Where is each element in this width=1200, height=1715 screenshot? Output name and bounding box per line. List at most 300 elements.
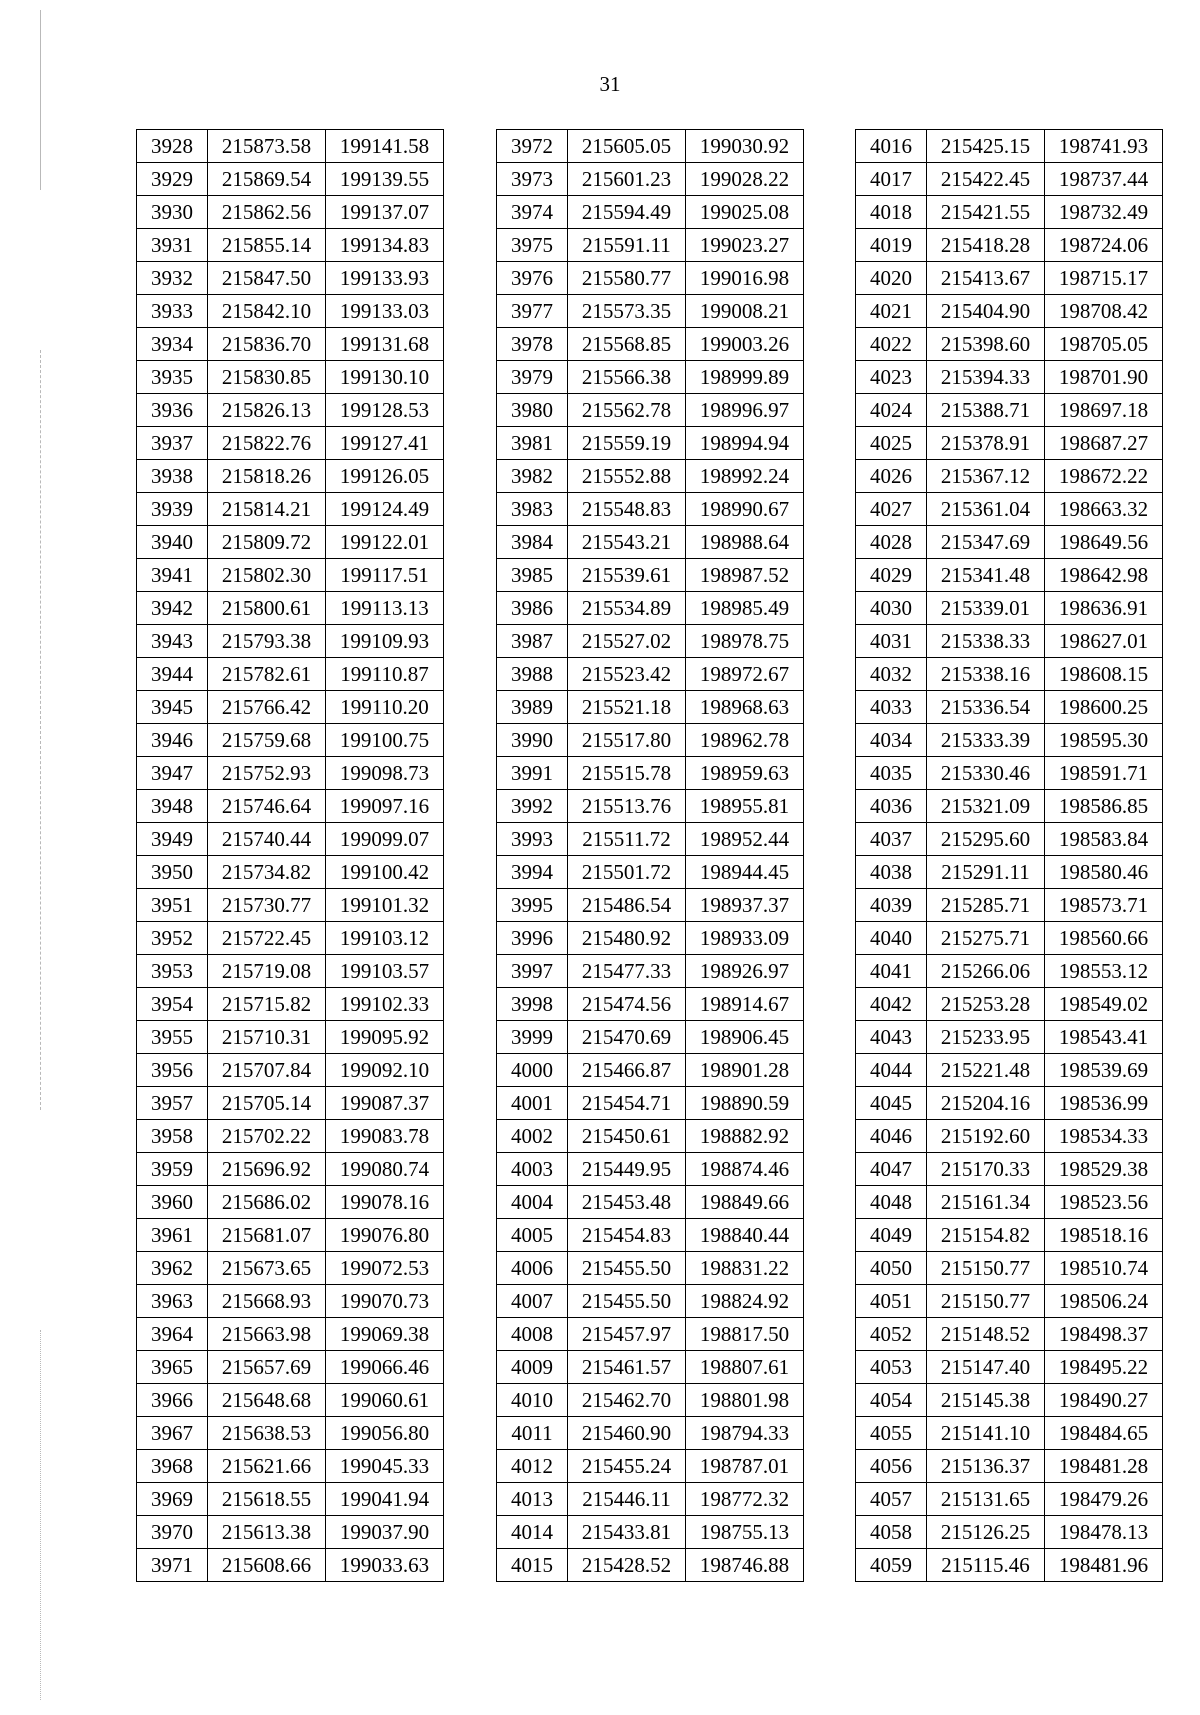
y-coordinate-cell: 199126.05 [326, 460, 444, 493]
y-coordinate-cell: 198708.42 [1045, 295, 1163, 328]
point-id-cell: 4035 [856, 757, 927, 790]
y-coordinate-cell: 198539.69 [1045, 1054, 1163, 1087]
y-coordinate-cell: 198968.63 [686, 691, 804, 724]
table-row [137, 130, 444, 163]
point-id-cell: 4012 [497, 1450, 568, 1483]
y-coordinate-cell: 198687.27 [1045, 427, 1163, 460]
table-row [137, 1054, 444, 1087]
point-id-cell: 4048 [856, 1186, 927, 1219]
table-row [137, 790, 444, 823]
x-coordinate-cell: 215455.24 [568, 1450, 686, 1483]
point-id-cell: 3951 [137, 889, 208, 922]
x-coordinate-cell: 215591.11 [568, 229, 686, 262]
y-coordinate-cell: 198794.33 [686, 1417, 804, 1450]
point-id-cell: 3931 [137, 229, 208, 262]
point-id-cell: 3989 [497, 691, 568, 724]
table-row [137, 856, 444, 889]
x-coordinate-cell: 215161.34 [927, 1186, 1045, 1219]
y-coordinate-cell: 199076.80 [326, 1219, 444, 1252]
point-id-cell: 3958 [137, 1120, 208, 1153]
x-coordinate-cell: 215559.19 [568, 427, 686, 460]
table-row [497, 1549, 804, 1582]
table-row [497, 559, 804, 592]
point-id-cell: 4010 [497, 1384, 568, 1417]
y-coordinate-cell: 199128.53 [326, 394, 444, 427]
point-id-cell: 4024 [856, 394, 927, 427]
table-row [497, 922, 804, 955]
coordinate-table-3 [855, 129, 1163, 1582]
y-coordinate-cell: 198944.45 [686, 856, 804, 889]
table-row [497, 1483, 804, 1516]
point-id-cell: 3945 [137, 691, 208, 724]
point-id-cell: 4011 [497, 1417, 568, 1450]
point-id-cell: 4036 [856, 790, 927, 823]
x-coordinate-cell: 215147.40 [927, 1351, 1045, 1384]
y-coordinate-cell: 198715.17 [1045, 262, 1163, 295]
point-id-cell: 3983 [497, 493, 568, 526]
point-id-cell: 3975 [497, 229, 568, 262]
point-id-cell: 3997 [497, 955, 568, 988]
y-coordinate-cell: 199127.41 [326, 427, 444, 460]
table-row [137, 1417, 444, 1450]
point-id-cell: 4015 [497, 1549, 568, 1582]
table-row [497, 757, 804, 790]
x-coordinate-cell: 215809.72 [208, 526, 326, 559]
y-coordinate-cell: 199030.92 [686, 130, 804, 163]
x-coordinate-cell: 215461.57 [568, 1351, 686, 1384]
point-id-cell: 3988 [497, 658, 568, 691]
y-coordinate-cell: 198478.13 [1045, 1516, 1163, 1549]
x-coordinate-cell: 215204.16 [927, 1087, 1045, 1120]
point-id-cell: 3995 [497, 889, 568, 922]
point-id-cell: 4018 [856, 196, 927, 229]
y-coordinate-cell: 199080.74 [326, 1153, 444, 1186]
x-coordinate-cell: 215766.42 [208, 691, 326, 724]
y-coordinate-cell: 198481.96 [1045, 1549, 1163, 1582]
x-coordinate-cell: 215552.88 [568, 460, 686, 493]
x-coordinate-cell: 215730.77 [208, 889, 326, 922]
table-row [497, 1219, 804, 1252]
table-row [856, 922, 1163, 955]
x-coordinate-cell: 215873.58 [208, 130, 326, 163]
table-body [137, 130, 444, 1582]
table-row [497, 1450, 804, 1483]
y-coordinate-cell: 198560.66 [1045, 922, 1163, 955]
point-id-cell: 3934 [137, 328, 208, 361]
x-coordinate-cell: 215782.61 [208, 658, 326, 691]
point-id-cell: 4026 [856, 460, 927, 493]
y-coordinate-cell: 198518.16 [1045, 1219, 1163, 1252]
y-coordinate-cell: 198484.65 [1045, 1417, 1163, 1450]
y-coordinate-cell: 198926.97 [686, 955, 804, 988]
x-coordinate-cell: 215388.71 [927, 394, 1045, 427]
x-coordinate-cell: 215454.83 [568, 1219, 686, 1252]
point-id-cell: 4020 [856, 262, 927, 295]
point-id-cell: 3946 [137, 724, 208, 757]
table-row [137, 295, 444, 328]
y-coordinate-cell: 198992.24 [686, 460, 804, 493]
y-coordinate-cell: 199133.03 [326, 295, 444, 328]
y-coordinate-cell: 199137.07 [326, 196, 444, 229]
coordinate-table-2 [496, 129, 804, 1582]
y-coordinate-cell: 199122.01 [326, 526, 444, 559]
point-id-cell: 3929 [137, 163, 208, 196]
table-row [137, 988, 444, 1021]
y-coordinate-cell: 198697.18 [1045, 394, 1163, 427]
y-coordinate-cell: 198807.61 [686, 1351, 804, 1384]
point-id-cell: 4044 [856, 1054, 927, 1087]
y-coordinate-cell: 198529.38 [1045, 1153, 1163, 1186]
table-row [137, 229, 444, 262]
table-row [137, 559, 444, 592]
y-coordinate-cell: 199103.12 [326, 922, 444, 955]
x-coordinate-cell: 215696.92 [208, 1153, 326, 1186]
x-coordinate-cell: 215466.87 [568, 1054, 686, 1087]
point-id-cell: 3947 [137, 757, 208, 790]
y-coordinate-cell: 199033.63 [326, 1549, 444, 1582]
point-id-cell: 3949 [137, 823, 208, 856]
table-row [497, 130, 804, 163]
point-id-cell: 4041 [856, 955, 927, 988]
table-row [497, 1285, 804, 1318]
y-coordinate-cell: 199139.55 [326, 163, 444, 196]
y-coordinate-cell: 198901.28 [686, 1054, 804, 1087]
y-coordinate-cell: 199113.13 [326, 592, 444, 625]
y-coordinate-cell: 198649.56 [1045, 526, 1163, 559]
x-coordinate-cell: 215477.33 [568, 955, 686, 988]
x-coordinate-cell: 215523.42 [568, 658, 686, 691]
y-coordinate-cell: 198831.22 [686, 1252, 804, 1285]
table-row [856, 394, 1163, 427]
x-coordinate-cell: 215548.83 [568, 493, 686, 526]
y-coordinate-cell: 198553.12 [1045, 955, 1163, 988]
y-coordinate-cell: 199066.46 [326, 1351, 444, 1384]
point-id-cell: 3982 [497, 460, 568, 493]
x-coordinate-cell: 215455.50 [568, 1252, 686, 1285]
point-id-cell: 3985 [497, 559, 568, 592]
x-coordinate-cell: 215148.52 [927, 1318, 1045, 1351]
y-coordinate-cell: 198523.56 [1045, 1186, 1163, 1219]
x-coordinate-cell: 215673.65 [208, 1252, 326, 1285]
table-row [137, 1252, 444, 1285]
table-row [856, 1417, 1163, 1450]
x-coordinate-cell: 215470.69 [568, 1021, 686, 1054]
y-coordinate-cell: 199078.16 [326, 1186, 444, 1219]
table-row [137, 889, 444, 922]
x-coordinate-cell: 215486.54 [568, 889, 686, 922]
table-row [137, 1153, 444, 1186]
table-row [497, 361, 804, 394]
table-row [497, 625, 804, 658]
table-row [497, 658, 804, 691]
x-coordinate-cell: 215131.65 [927, 1483, 1045, 1516]
y-coordinate-cell: 198996.97 [686, 394, 804, 427]
y-coordinate-cell: 198985.49 [686, 592, 804, 625]
table-row [856, 691, 1163, 724]
y-coordinate-cell: 199037.90 [326, 1516, 444, 1549]
y-coordinate-cell: 199103.57 [326, 955, 444, 988]
x-coordinate-cell: 215539.61 [568, 559, 686, 592]
table-row [497, 262, 804, 295]
table-row [856, 625, 1163, 658]
y-coordinate-cell: 198933.09 [686, 922, 804, 955]
table-row [137, 1219, 444, 1252]
y-coordinate-cell: 199025.08 [686, 196, 804, 229]
y-coordinate-cell: 198663.32 [1045, 493, 1163, 526]
y-coordinate-cell: 199141.58 [326, 130, 444, 163]
x-coordinate-cell: 215814.21 [208, 493, 326, 526]
table-row [856, 856, 1163, 889]
y-coordinate-cell: 199134.83 [326, 229, 444, 262]
x-coordinate-cell: 215740.44 [208, 823, 326, 856]
x-coordinate-cell: 215818.26 [208, 460, 326, 493]
y-coordinate-cell: 198642.98 [1045, 559, 1163, 592]
table-row [497, 724, 804, 757]
point-id-cell: 4056 [856, 1450, 927, 1483]
table-row [856, 328, 1163, 361]
table-row [497, 196, 804, 229]
x-coordinate-cell: 215398.60 [927, 328, 1045, 361]
y-coordinate-cell: 198840.44 [686, 1219, 804, 1252]
table-row [856, 1318, 1163, 1351]
point-id-cell: 3969 [137, 1483, 208, 1516]
x-coordinate-cell: 215295.60 [927, 823, 1045, 856]
point-id-cell: 3974 [497, 196, 568, 229]
page-number: 31 [599, 72, 621, 96]
x-coordinate-cell: 215568.85 [568, 328, 686, 361]
x-coordinate-cell: 215681.07 [208, 1219, 326, 1252]
x-coordinate-cell: 215253.28 [927, 988, 1045, 1021]
point-id-cell: 3973 [497, 163, 568, 196]
point-id-cell: 3977 [497, 295, 568, 328]
table-row [137, 955, 444, 988]
point-id-cell: 3961 [137, 1219, 208, 1252]
y-coordinate-cell: 199060.61 [326, 1384, 444, 1417]
point-id-cell: 4049 [856, 1219, 927, 1252]
y-coordinate-cell: 198490.27 [1045, 1384, 1163, 1417]
x-coordinate-cell: 215291.11 [927, 856, 1045, 889]
table-row [497, 889, 804, 922]
y-coordinate-cell: 199131.68 [326, 328, 444, 361]
point-id-cell: 3936 [137, 394, 208, 427]
y-coordinate-cell: 198972.67 [686, 658, 804, 691]
x-coordinate-cell: 215707.84 [208, 1054, 326, 1087]
x-coordinate-cell: 215338.33 [927, 625, 1045, 658]
point-id-cell: 3939 [137, 493, 208, 526]
x-coordinate-cell: 215136.37 [927, 1450, 1045, 1483]
point-id-cell: 3965 [137, 1351, 208, 1384]
x-coordinate-cell: 215513.76 [568, 790, 686, 823]
x-coordinate-cell: 215450.61 [568, 1120, 686, 1153]
table-row [497, 988, 804, 1021]
x-coordinate-cell: 215722.45 [208, 922, 326, 955]
table-row [856, 1516, 1163, 1549]
point-id-cell: 3999 [497, 1021, 568, 1054]
y-coordinate-cell: 199102.33 [326, 988, 444, 1021]
x-coordinate-cell: 215404.90 [927, 295, 1045, 328]
point-id-cell: 4031 [856, 625, 927, 658]
table-row [497, 1054, 804, 1087]
point-id-cell: 4028 [856, 526, 927, 559]
y-coordinate-cell: 199069.38 [326, 1318, 444, 1351]
x-coordinate-cell: 215566.38 [568, 361, 686, 394]
y-coordinate-cell: 199070.73 [326, 1285, 444, 1318]
x-coordinate-cell: 215449.95 [568, 1153, 686, 1186]
point-id-cell: 4025 [856, 427, 927, 460]
table-row [497, 1417, 804, 1450]
point-id-cell: 3971 [137, 1549, 208, 1582]
y-coordinate-cell: 198952.44 [686, 823, 804, 856]
y-coordinate-cell: 199110.87 [326, 658, 444, 691]
table-row [137, 691, 444, 724]
point-id-cell: 4034 [856, 724, 927, 757]
table-row [137, 361, 444, 394]
y-coordinate-cell: 198583.84 [1045, 823, 1163, 856]
y-coordinate-cell: 198890.59 [686, 1087, 804, 1120]
y-coordinate-cell: 199083.78 [326, 1120, 444, 1153]
point-id-cell: 3964 [137, 1318, 208, 1351]
point-id-cell: 3956 [137, 1054, 208, 1087]
table-row [497, 1351, 804, 1384]
x-coordinate-cell: 215710.31 [208, 1021, 326, 1054]
x-coordinate-cell: 215826.13 [208, 394, 326, 427]
point-id-cell: 4040 [856, 922, 927, 955]
x-coordinate-cell: 215330.46 [927, 757, 1045, 790]
table-row [137, 1120, 444, 1153]
y-coordinate-cell: 198959.63 [686, 757, 804, 790]
y-coordinate-cell: 198705.05 [1045, 328, 1163, 361]
x-coordinate-cell: 215145.38 [927, 1384, 1045, 1417]
point-id-cell: 3957 [137, 1087, 208, 1120]
y-coordinate-cell: 198737.44 [1045, 163, 1163, 196]
y-coordinate-cell: 198874.46 [686, 1153, 804, 1186]
x-coordinate-cell: 215605.05 [568, 130, 686, 163]
table-row [856, 196, 1163, 229]
y-coordinate-cell: 199095.92 [326, 1021, 444, 1054]
y-coordinate-cell: 199092.10 [326, 1054, 444, 1087]
x-coordinate-cell: 215822.76 [208, 427, 326, 460]
table-row [137, 724, 444, 757]
y-coordinate-cell: 199133.93 [326, 262, 444, 295]
table-row [856, 493, 1163, 526]
x-coordinate-cell: 215347.69 [927, 526, 1045, 559]
x-coordinate-cell: 215150.77 [927, 1252, 1045, 1285]
table-row [497, 856, 804, 889]
point-id-cell: 3960 [137, 1186, 208, 1219]
y-coordinate-cell: 198498.37 [1045, 1318, 1163, 1351]
point-id-cell: 3941 [137, 559, 208, 592]
x-coordinate-cell: 215836.70 [208, 328, 326, 361]
y-coordinate-cell: 198937.37 [686, 889, 804, 922]
point-id-cell: 3954 [137, 988, 208, 1021]
point-id-cell: 3986 [497, 592, 568, 625]
table-row [856, 1285, 1163, 1318]
point-id-cell: 3992 [497, 790, 568, 823]
table-row [137, 526, 444, 559]
x-coordinate-cell: 215338.16 [927, 658, 1045, 691]
table-row [137, 1087, 444, 1120]
y-coordinate-cell: 198755.13 [686, 1516, 804, 1549]
point-id-cell: 4055 [856, 1417, 927, 1450]
y-coordinate-cell: 198978.75 [686, 625, 804, 658]
point-id-cell: 3994 [497, 856, 568, 889]
x-coordinate-cell: 215517.80 [568, 724, 686, 757]
table-row [137, 757, 444, 790]
table-row [856, 790, 1163, 823]
table-row [497, 526, 804, 559]
y-coordinate-cell: 198586.85 [1045, 790, 1163, 823]
table-row [856, 988, 1163, 1021]
point-id-cell: 3937 [137, 427, 208, 460]
y-coordinate-cell: 199117.51 [326, 559, 444, 592]
table-row [137, 1450, 444, 1483]
point-id-cell: 4007 [497, 1285, 568, 1318]
table-row [497, 1252, 804, 1285]
point-id-cell: 4058 [856, 1516, 927, 1549]
y-coordinate-cell: 199097.16 [326, 790, 444, 823]
y-coordinate-cell: 199110.20 [326, 691, 444, 724]
y-coordinate-cell: 198543.41 [1045, 1021, 1163, 1054]
y-coordinate-cell: 199008.21 [686, 295, 804, 328]
table-row [497, 295, 804, 328]
table-row [497, 460, 804, 493]
y-coordinate-cell: 198746.88 [686, 1549, 804, 1582]
y-coordinate-cell: 199100.75 [326, 724, 444, 757]
table-row [497, 1384, 804, 1417]
table-row [137, 1549, 444, 1582]
x-coordinate-cell: 215534.89 [568, 592, 686, 625]
table-row [497, 790, 804, 823]
table-row [137, 658, 444, 691]
point-id-cell: 4033 [856, 691, 927, 724]
table-row [137, 196, 444, 229]
table-row [497, 955, 804, 988]
table-row [497, 1516, 804, 1549]
x-coordinate-cell: 215150.77 [927, 1285, 1045, 1318]
x-coordinate-cell: 215601.23 [568, 163, 686, 196]
y-coordinate-cell: 198549.02 [1045, 988, 1163, 1021]
table-row [137, 1318, 444, 1351]
y-coordinate-cell: 198987.52 [686, 559, 804, 592]
point-id-cell: 3966 [137, 1384, 208, 1417]
y-coordinate-cell: 198732.49 [1045, 196, 1163, 229]
table-row [137, 427, 444, 460]
point-id-cell: 3948 [137, 790, 208, 823]
x-coordinate-cell: 215862.56 [208, 196, 326, 229]
y-coordinate-cell: 198595.30 [1045, 724, 1163, 757]
point-id-cell: 3932 [137, 262, 208, 295]
y-coordinate-cell: 199045.33 [326, 1450, 444, 1483]
x-coordinate-cell: 215527.02 [568, 625, 686, 658]
y-coordinate-cell: 199023.27 [686, 229, 804, 262]
x-coordinate-cell: 215333.39 [927, 724, 1045, 757]
y-coordinate-cell: 199056.80 [326, 1417, 444, 1450]
table-row [856, 757, 1163, 790]
table-row [856, 427, 1163, 460]
y-coordinate-cell: 199028.22 [686, 163, 804, 196]
y-coordinate-cell: 198701.90 [1045, 361, 1163, 394]
table-row [856, 724, 1163, 757]
x-coordinate-cell: 215638.53 [208, 1417, 326, 1450]
y-coordinate-cell: 199072.53 [326, 1252, 444, 1285]
point-id-cell: 3940 [137, 526, 208, 559]
point-id-cell: 4001 [497, 1087, 568, 1120]
table-row [856, 130, 1163, 163]
x-coordinate-cell: 215457.97 [568, 1318, 686, 1351]
table-row [497, 427, 804, 460]
y-coordinate-cell: 198591.71 [1045, 757, 1163, 790]
y-coordinate-cell: 199098.73 [326, 757, 444, 790]
